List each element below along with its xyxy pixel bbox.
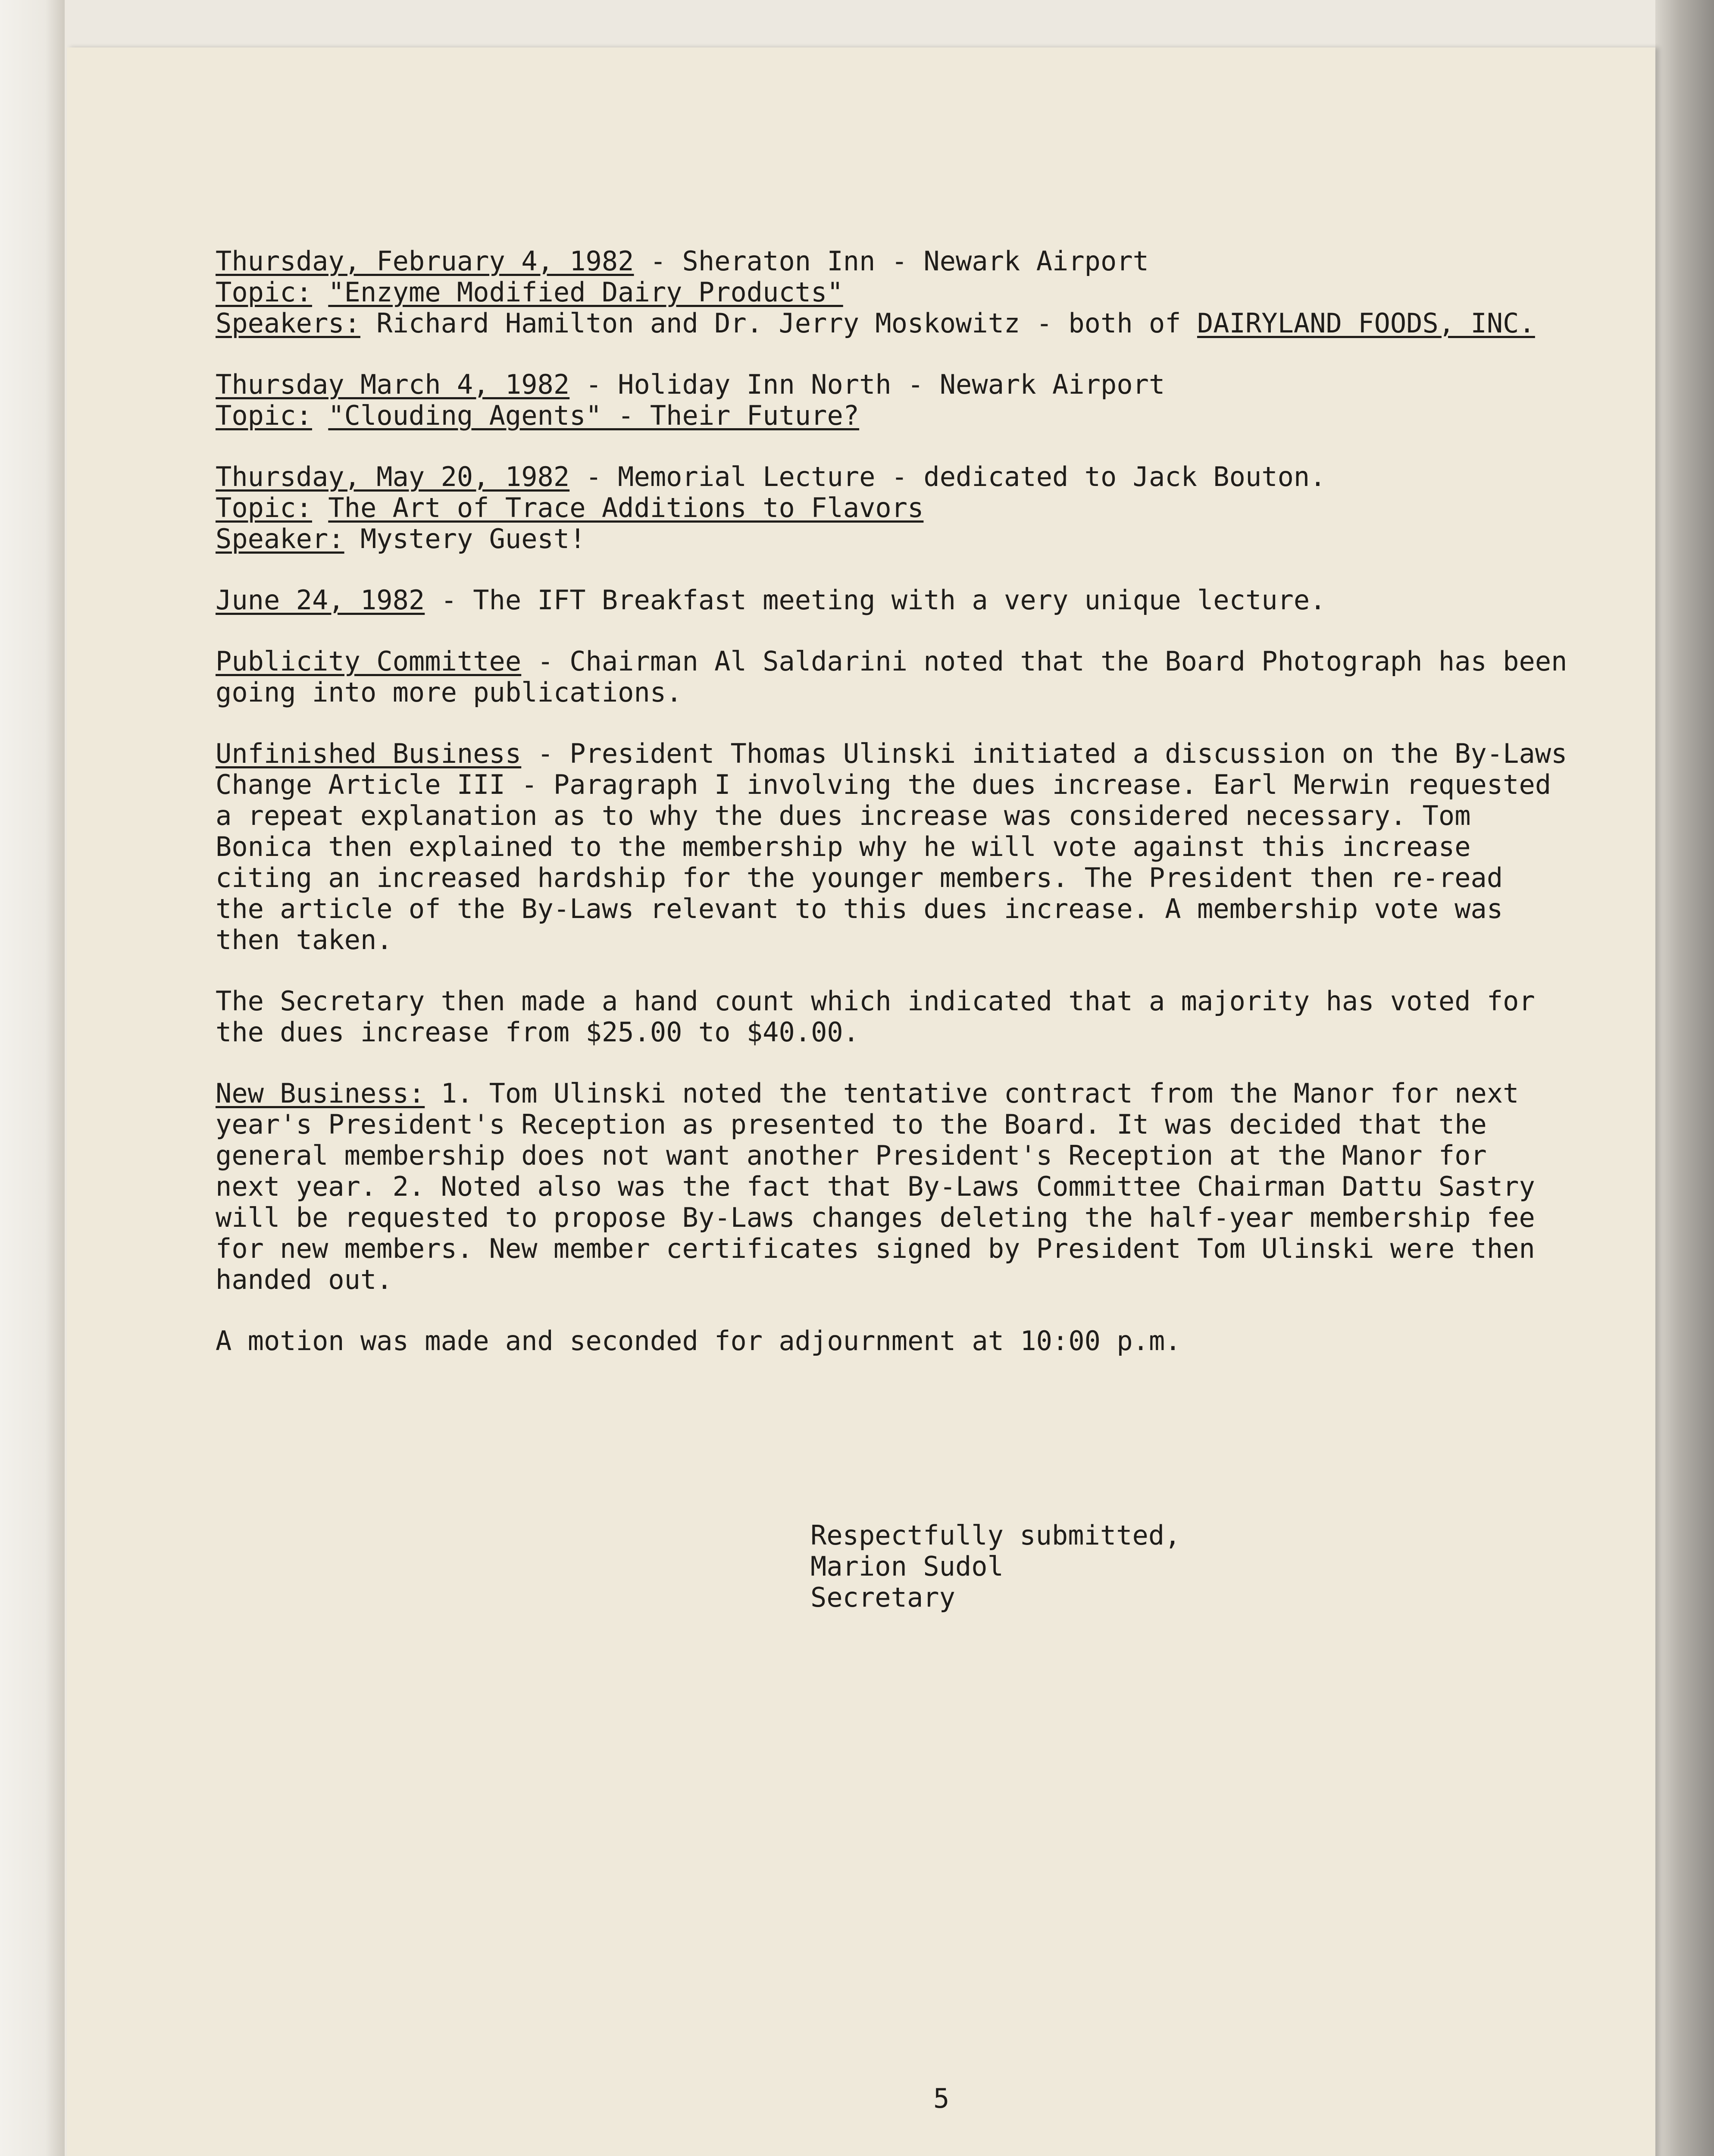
signature-block (810, 1520, 1181, 1613)
event-date: Thursday, May 20, 1982 (216, 461, 570, 492)
page-edge (1655, 0, 1714, 2156)
unfinished-line-4: Bonica then explained to the membership why he will vote against this increase (216, 831, 1471, 862)
event-1-topic (216, 277, 1617, 308)
document-page (67, 47, 1655, 2156)
topic-title: "Clouding Agents" - Their Future? (328, 400, 860, 431)
event-1-header (216, 246, 1617, 277)
topic-label: Topic: (216, 276, 312, 308)
new-business-line-1: New Business: 1. Tom Ulinski noted the tentative contract from the Manor for next (216, 1078, 1519, 1109)
minutes-body (216, 246, 1617, 1357)
speakers-label: Speakers: (216, 307, 360, 339)
event-3-speaker (216, 523, 1617, 555)
event-4-header (216, 585, 1617, 616)
publicity-heading: Publicity Committee (216, 646, 522, 677)
topic-title: "Enzyme Modified Dairy Products" (328, 276, 843, 308)
speakers-org: DAIRYLAND FOODS, INC. (1197, 307, 1535, 339)
topic-title: The Art of Trace Additions to Flavors (328, 492, 924, 523)
event-date: Thursday March 4, 1982 (216, 369, 570, 400)
event-2-header (216, 369, 1617, 400)
signature-name: Marion Sudol (810, 1551, 1004, 1582)
event-location: - Memorial Lecture - dedicated to Jack Bouton. (569, 461, 1326, 492)
new-business-line-7: handed out. (216, 1264, 393, 1295)
count-line-1: The Secretary then made a hand count which indicated that a majority has voted for (216, 985, 1535, 1017)
page-number: 5 (933, 2083, 950, 2114)
adjournment-line: A motion was made and seconded for adjournment at 10:00 p.m. (216, 1325, 1181, 1357)
event-1-speakers (216, 308, 1617, 339)
unfinished-line-3: a repeat explanation as to why the dues increase was considered necessary. Tom (216, 800, 1471, 831)
new-business-line-2: year's President's Reception as presented to the Board. It was decided that the (216, 1109, 1487, 1140)
speakers-text: Richard Hamilton and Dr. Jerry Moskowitz - both of (360, 307, 1197, 339)
event-3-header (216, 461, 1617, 492)
event-location: - Sheraton Inn - Newark Airport (634, 245, 1149, 277)
event-date: June 24, 1982 (216, 584, 425, 616)
unfinished-line-2: Change Article III - Paragraph I involving the dues increase. Earl Merwin requested (216, 769, 1551, 800)
unfinished-line-7: then taken. (216, 924, 393, 956)
new-business-line-3: general membership does not want another President's Reception at the Manor for (216, 1140, 1487, 1171)
publicity-line-2: going into more publications. (216, 677, 682, 708)
new-business-heading: New Business: (216, 1078, 425, 1109)
signature-closing: Respectfully submitted, (810, 1520, 1181, 1551)
binding-gutter (0, 0, 65, 2156)
unfinished-line-1: Unfinished Business - President Thomas Ulinski initiated a discussion on the By-Laws (216, 738, 1567, 769)
new-business-line-6: for new members. New member certificates signed by President Tom Ulinski were then (216, 1233, 1535, 1264)
unfinished-heading: Unfinished Business (216, 738, 522, 769)
publicity-line-1: Publicity Committee - Chairman Al Saldarini noted that the Board Photograph has been (216, 646, 1567, 677)
topic-label: Topic: (216, 492, 312, 523)
speakers-text: Mystery Guest! (344, 523, 586, 555)
count-line-2: the dues increase from $25.00 to $40.00. (216, 1016, 860, 1048)
event-3-topic (216, 492, 1617, 523)
unfinished-line-5: citing an increased hardship for the younger members. The President then re-read (216, 862, 1503, 893)
event-2-topic (216, 400, 1617, 431)
new-business-line-5: will be requested to propose By-Laws changes deleting the half-year membership fee (216, 1202, 1535, 1233)
topic-label: Topic: (216, 400, 312, 431)
unfinished-line-6: the article of the By-Laws relevant to this dues increase. A membership vote was (216, 893, 1503, 924)
event-location: - Holiday Inn North - Newark Airport (569, 369, 1165, 400)
event-date: Thursday, February 4, 1982 (216, 245, 634, 277)
new-business-line-4: next year. 2. Noted also was the fact that By-Laws Committee Chairman Dattu Sastry (216, 1171, 1535, 1202)
event-location: - The IFT Breakfast meeting with a very unique lecture. (425, 584, 1326, 616)
speakers-label: Speaker: (216, 523, 344, 555)
signature-title: Secretary (810, 1582, 955, 1613)
